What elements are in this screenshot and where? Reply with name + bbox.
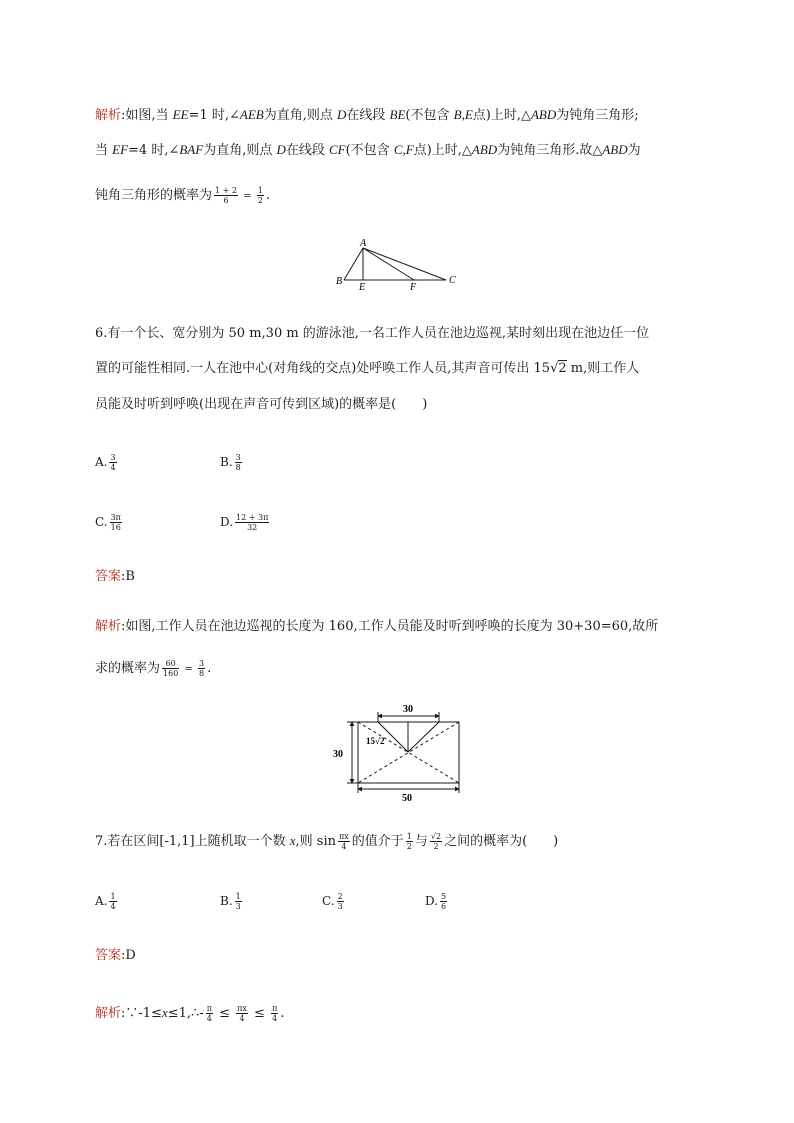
- point-label-b: B: [336, 276, 343, 287]
- fraction: $\frac{1}{2}$: [257, 186, 263, 205]
- q7-answer: 答案:D: [95, 948, 136, 963]
- triangle-figure: [330, 234, 465, 294]
- q7-option-d[interactable]: D. $\frac{5}{6}$: [425, 892, 447, 911]
- q7-option-a[interactable]: A. $\frac{1}{4}$: [95, 892, 116, 911]
- point-label-e: E: [359, 282, 366, 293]
- q5-solution-line2: 当 EF=4 时,∠BAF为直角,则点 D在线段 CF(不包含 C,F点)上时,△ABD为钝角三角形.故△ABD为: [95, 142, 641, 158]
- q6-option-d[interactable]: D. $\frac{12 + 3\pi}{32}$: [220, 513, 269, 532]
- point-label-c: C: [449, 275, 456, 286]
- pool-top-label: 30: [403, 704, 413, 715]
- point-label-a: A: [360, 238, 367, 249]
- fraction: $\frac{1 + 2}{6}$: [215, 186, 237, 205]
- pool-left-label: 30: [333, 749, 343, 760]
- pool-figure: [325, 700, 470, 805]
- q6-solution-line2: 求的概率为 $\frac{60}{160}$ = $\frac{3}{8}$ .: [95, 659, 212, 678]
- q7-stem: 7.若在区间[-1,1]上随机取一个数 x,则 sin $\frac{\pi x}{4}$ 的值介于 $\frac{1}{2}$ 与 $\frac{√2}{2}$ 之间的概率为( ): [95, 832, 559, 851]
- q7-option-b[interactable]: B. $\frac{1}{3}$: [220, 892, 241, 911]
- q7-solution: 解析:∵-1≤x≤1,∴- $\frac{\pi}{4}$ ≤ $\frac{\pi x}{4}$ ≤ $\frac{\pi}{4}$ .: [95, 1004, 285, 1023]
- q5-solution-line1: 解析:如图,当 EE=1 时,∠AEB为直角,则点 D在线段 BE(不包含 B,E点)上时,△ABD为钝角三角形;: [95, 107, 639, 123]
- q5-solution-line3: 钝角三角形的概率为 $\frac{1 + 2}{6}$ = $\frac{1}{2}$ .: [95, 186, 270, 205]
- q7-option-c[interactable]: C. $\frac{2}{3}$: [322, 892, 343, 911]
- q6-option-c[interactable]: C. $\frac{3\pi}{16}$: [95, 513, 121, 532]
- q6-solution-line1: 解析:如图,工作人员在池边巡视的长度为 160,工作人员能及时听到呼唤的长度为 30+30=60,故所: [95, 619, 659, 634]
- sqrt-symbol: √: [550, 361, 559, 376]
- q6-answer: 答案:B: [95, 569, 135, 584]
- q6-option-b[interactable]: B. $\frac{3}{8}$: [220, 453, 241, 472]
- q6-stem-line1: 6.有一个长、宽分别为 50 m,30 m 的游泳池,一名工作人员在池边巡视,某时刻出现在池边任一位: [95, 326, 650, 341]
- q6-option-a[interactable]: A. $\frac{3}{4}$: [95, 453, 116, 472]
- point-label-f: F: [410, 282, 417, 293]
- solution-label: 解析: [95, 108, 122, 123]
- pool-bottom-label: 50: [402, 793, 412, 804]
- q6-stem-line3: 员能及时听到呼唤(出现在声音可传到区域)的概率是( ): [95, 397, 428, 412]
- q6-stem-line2: 置的可能性相同.一人在池中心(对角线的交点)处呼唤工作人员,其声音可传出 15√2 m,则工作人: [95, 361, 640, 376]
- pool-radius-label: 15√2: [366, 736, 385, 746]
